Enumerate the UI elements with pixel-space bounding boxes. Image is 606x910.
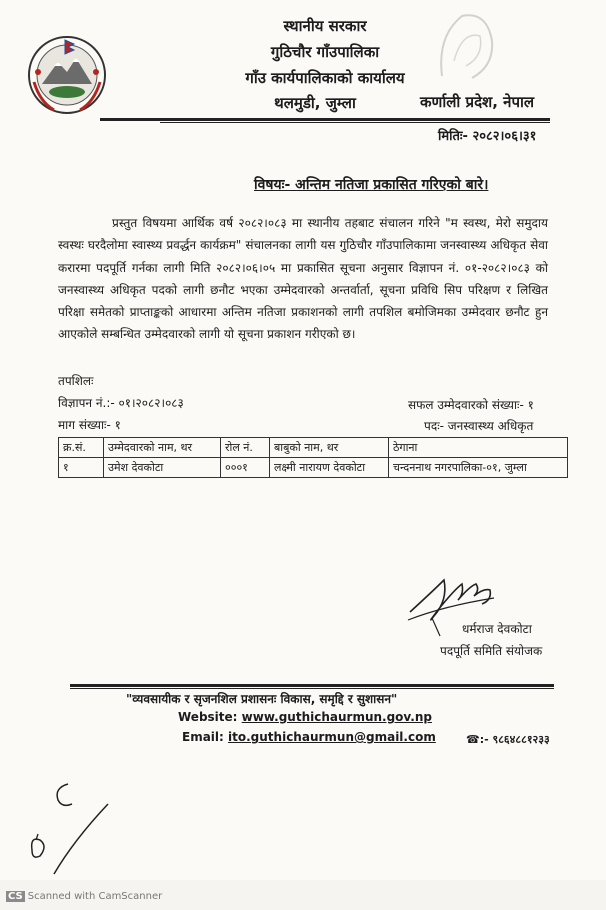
header-office: गाँउ कार्यपालिकाको कार्यालय	[245, 69, 405, 87]
header-address: ठेगाना	[389, 438, 568, 458]
header-sn: क्र.सं.	[59, 438, 104, 458]
letter-subject: विषयः- अन्तिम नतिजा प्रकासित गरिएको बारे।	[254, 177, 489, 193]
demand-count: माग संख्याः- १	[58, 418, 121, 432]
successful-candidate-count: सफल उम्मेदवारको संख्याः- १	[408, 398, 534, 412]
advertisement-number: विज्ञापन नं.:- ०१।२०८२।०८३	[58, 396, 184, 410]
cell-sn: १	[59, 458, 104, 478]
footer-slogan: "व्यवसायीक र सृजनशिल प्रशासनः विकास, समृद्दि र सुशासन"	[126, 692, 398, 706]
signatory-name: धर्मराज देवकोटा	[462, 622, 532, 636]
header-municipality: गुठिचौर गाँउपालिका	[270, 43, 380, 61]
footer-divider-thin	[70, 688, 554, 689]
header-divider	[100, 118, 550, 121]
letter-body	[58, 212, 548, 346]
email-label: Email:	[182, 730, 224, 744]
footer-divider	[70, 684, 554, 687]
footer-website	[178, 710, 432, 724]
header-divider-thin	[160, 122, 550, 123]
header-province: कर्णाली प्रदेश, नेपाल	[420, 93, 535, 111]
table-row	[59, 458, 568, 478]
header-local-government: स्थानीय सरकार	[283, 17, 367, 35]
website-label: Website:	[178, 710, 238, 724]
phone-number: :- ९८६४८८१२३३	[479, 733, 550, 746]
phone-icon: ☎	[466, 733, 480, 746]
cell-address: चन्दननाथ नगरपालिका-०१, जुम्ला	[389, 458, 568, 478]
email-link[interactable]: ito.guthichaurmun@gmail.com	[228, 730, 436, 744]
header-father-name: बाबुको नाम, थर	[270, 438, 389, 458]
post-name: पदः- जनस्वास्थ्य अधिकृत	[424, 419, 534, 433]
table-header-row	[59, 438, 568, 458]
letter-date: मितिः- २०८२।०६।३१	[438, 129, 537, 144]
footer-email	[182, 730, 436, 744]
camscanner-text: Scanned with CamScanner	[27, 891, 163, 902]
signatory-title: पदपूर्ति समिति संयोजक	[440, 644, 543, 658]
camscanner-watermark	[6, 891, 162, 902]
footer-phone	[466, 732, 550, 747]
tapasil-label: तपशिलः	[58, 374, 94, 388]
header-location: थलमुडी, जुम्ला	[274, 94, 356, 112]
header-roll-no: रोल नं.	[221, 438, 270, 458]
body-paragraph: प्रस्तुत विषयमा आर्थिक वर्ष २०८२।०८३ मा स्थानीय तहबाट संचालन गरिने "म स्वस्थ, मेरो समुदाय स्वस्थः घरदैलोमा स्वास्थ्य प्रवर्द्धन कार्यक्रम" संचालनका लागी यस गुठिचौर गाँउपालिकामा जनस्वास्थ्य अधिकृत सेवा करारमा पदपूर्ति गर्नका लागी मिति २०८२।०६।०५ मा प्रकासित सूचना अनुसार विज्ञापन नं. ०१-२०८२।०८३ को जनस्वास्थ्य अधिकृत पदको लागी छनौट भएका उम्मेदवारको अन्तर्वार्ता, सूचना प्रविधि सिप परिक्षण र लिखित परिक्षा समेतको प्राप्ताङ्कको आधारमा अन्तिम नतिजा प्रकाशनको लागी तपशिल बमोजिमका उम्मेदवार छनौट हुन आएकोले सम्बन्धित उम्मेदवारको लागी यो सूचना प्रकाशन गरीएको छ।	[58, 216, 548, 342]
camscanner-logo-icon: CS	[8, 891, 23, 902]
header-candidate-name: उम्मेदवारको नाम, थर	[104, 438, 221, 458]
website-link[interactable]: www.guthichaurmun.gov.np	[241, 710, 432, 724]
nepal-emblem-icon	[24, 32, 110, 118]
cell-roll-no: ०००१	[221, 458, 270, 478]
cell-father-name: लक्ष्मी नारायण देवकोटा	[270, 458, 389, 478]
cell-candidate-name: उमेश देवकोटा	[104, 458, 221, 478]
pen-scribble-icon	[24, 770, 124, 880]
result-table	[58, 437, 568, 478]
